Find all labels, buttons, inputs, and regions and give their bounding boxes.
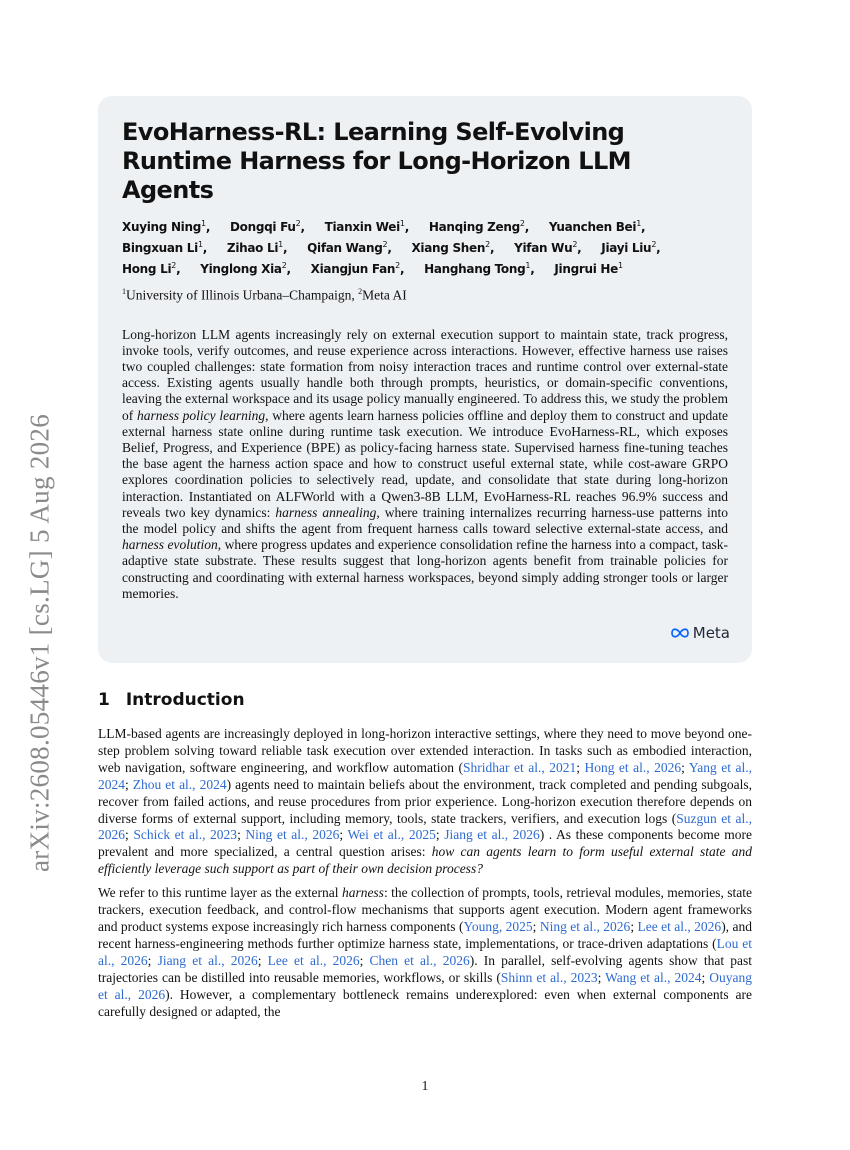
author-affiliation-mark: 1 xyxy=(636,219,641,228)
author-affiliation-mark: 2 xyxy=(281,261,287,270)
body-paragraph xyxy=(98,885,752,1020)
citation-link[interactable]: Schick et al., 2023 xyxy=(133,827,238,843)
text-run: , where training internalizes recurring harness-use patterns into the model policy and shifts the agent from frequent harness calls toward selective external-state access, and xyxy=(122,504,728,536)
citation-link[interactable]: Hong et al., 2026 xyxy=(584,759,682,775)
section-heading xyxy=(98,690,245,710)
text-run: ; xyxy=(339,827,348,843)
author-affiliation-mark: 2 xyxy=(572,240,578,249)
author-affiliation-mark: 1 xyxy=(525,261,531,270)
text-run: ) agents need to maintain beliefs about the environment, track completed and pending subgoals, recover from failed actions, and reuse procedures from prior experience. Long-horizon execution therefore depends on diverse forms of external support, including memory, tools, state trackers, verifiers, and execution logs ( xyxy=(98,776,752,826)
citation-link[interactable]: Chen et al., 2026 xyxy=(369,952,470,968)
citation-link[interactable]: Zhou et al., 2024 xyxy=(132,776,227,792)
arxiv-identifier-text: arXiv:2608.05446v1 [cs.LG] 5 Aug 2026 xyxy=(24,413,55,873)
text-run: ; xyxy=(576,759,585,775)
citation-link[interactable]: Shridhar et al., 2021 xyxy=(463,759,577,775)
author: Xiangjun Fan$^2$, xyxy=(310,261,405,276)
text-run: ). In parallel, self-evolving agents show that past trajectories can be distilled into reusable memories, workflows, or skills ( xyxy=(98,952,752,985)
affiliation-mark: 2 xyxy=(358,287,363,296)
author: Bingxuan Li$^1$, xyxy=(122,240,208,255)
citation-link[interactable]: Lou et al., 2026 xyxy=(98,935,752,968)
citation-link[interactable]: Wang et al., 2024 xyxy=(605,969,702,985)
section-number: 1 xyxy=(98,690,110,710)
author-name: Hong Li xyxy=(122,262,172,276)
text-run: , where progress updates and experience consolidation refine the harness into a compact, task-adaptive state substrate. These results suggest that long-horizon agents benefit from trainable policies for constructing and coordinating with external harness workspaces, beyond simply adding stronger tools or larger memories. xyxy=(122,537,728,601)
author: Dongqi Fu$^2$, xyxy=(229,219,305,234)
author-affiliation-mark: 1 xyxy=(201,219,206,228)
citation-link[interactable]: Shinn et al., 2023 xyxy=(500,969,598,985)
author: Yuanchen Bei$^1$, xyxy=(548,219,646,234)
author-name: Xiang Shen xyxy=(411,241,486,255)
author-affiliation-mark: 2 xyxy=(485,240,490,249)
title-block xyxy=(98,96,752,663)
text-run: ; xyxy=(597,969,606,985)
text-run: ; xyxy=(435,827,445,843)
text-run: ; xyxy=(237,827,246,843)
abstract xyxy=(122,327,728,602)
author-name: Yifan Wu xyxy=(514,241,573,255)
text-run: ) . As these components become more prevalent and more specialized, a central question arises: xyxy=(98,827,753,860)
author-affiliation-mark: 2 xyxy=(395,261,400,270)
author: Qifan Wang$^2$, xyxy=(307,240,392,255)
meta-logo-text: Meta xyxy=(692,624,730,642)
author-affiliation-mark: 2 xyxy=(295,219,301,228)
author-affiliation-mark: 2 xyxy=(651,240,657,249)
text-run: : the collection of prompts, tools, retrieval modules, memories, state trackers, execution feedback, and control-flow mechanisms that supports agent execution. Modern agent frameworks and product systems expose increasingly rich harness components ( xyxy=(98,885,752,934)
meta-logo xyxy=(670,624,730,642)
text-run: ; xyxy=(147,952,158,968)
text-run: how can agents learn to form useful external state and efficiently leverage such support as part of their own decision process? xyxy=(98,844,753,877)
citation-link[interactable]: Ning et al., 2026 xyxy=(539,918,631,934)
citation-link[interactable]: Young, 2025 xyxy=(463,918,533,934)
page-number: 1 xyxy=(421,1078,429,1093)
author-name: Hanqing Zeng xyxy=(428,220,520,234)
citation-link[interactable]: Ouyang et al., 2026 xyxy=(98,969,752,1002)
author-name: Dongqi Fu xyxy=(229,220,296,234)
author-name: Jiayi Liu xyxy=(601,241,652,255)
affiliation-name: University of Illinois Urbana–Champaign xyxy=(126,287,352,303)
author: Hong Li$^2$, xyxy=(122,261,181,276)
author-affiliation-mark: 1 xyxy=(399,219,405,228)
author: Xiang Shen$^2$, xyxy=(411,240,495,255)
text-run: LLM-based agents are increasingly deployed in long-horizon interactive settings, where they need to move beyond one-step problem solving toward reliable task execution over extended interaction. In tasks such as embodied interaction, web navigation, software engineering, and workflow automation ( xyxy=(98,726,752,775)
author-name: Xuying Ning xyxy=(122,220,202,234)
affiliation-name: Meta AI xyxy=(362,287,407,303)
text-run: ; xyxy=(257,952,268,968)
text-run: ). However, a complementary bottleneck remains underexplored: even when external components are carefully designed or adapted, the xyxy=(98,986,752,1019)
author-list xyxy=(122,215,728,278)
citation-link[interactable]: Ning et al., 2026 xyxy=(245,827,340,843)
text-run: ; xyxy=(681,759,689,775)
author-name: Xiangjun Fan xyxy=(310,262,396,276)
body-text xyxy=(98,726,752,1027)
author-name: Jingrui He xyxy=(554,262,619,276)
author: Hanqing Zeng$^2$, xyxy=(428,219,529,234)
author: Yifan Wu$^2$, xyxy=(514,240,582,255)
text-run: ; xyxy=(701,969,710,985)
section-title: Introduction xyxy=(125,690,245,710)
citation-link[interactable]: Wei et al., 2025 xyxy=(347,827,436,843)
author: Xuying Ning$^1$, xyxy=(122,219,211,234)
affiliation-mark: 1 xyxy=(122,287,126,296)
citation-link[interactable]: Jiang et al., 2026 xyxy=(157,952,258,968)
citation-link[interactable]: Jiang et al., 2026 xyxy=(444,827,540,843)
author-name: Yinglong Xia xyxy=(200,262,282,276)
author-name: Yuanchen Bei xyxy=(548,220,637,234)
author-affiliation-mark: 1 xyxy=(197,240,203,249)
text-run: , where agents learn harness policies offline and deploy them to construct and update external harness state online during runtime task execution. We introduce EvoHarness-RL, which exposes Belief, Progress, and Experience (BPE) as policy-facing harness state. Supervised harness fine-tuning teaches the base agent the harness action space and how to construct useful external state, while cost-aware GRPO explores coordination policies to selectively read, update, and consolidate that state during long-horizon interaction. Instantiated on ALFWorld with a Qwen3-8B LLM, EvoHarness-RL reaches 96.9% success and reveals two key dynamics: xyxy=(122,407,728,520)
author-name: Hanghang Tong xyxy=(424,262,526,276)
citation-link[interactable]: Suzgun et al., 2026 xyxy=(98,810,752,843)
paper-title: EvoHarness-RL: Learning Self-Evolving Runtime Harness for Long-Horizon LLM Agents xyxy=(122,118,631,204)
text-run: Long-horizon LLM agents increasingly rely on external execution support to maintain state, track progress, invoke tools, verify outcomes, and reuse experience across interactions. However, effective harness use raises two coupled challenges: state formation from noisy interaction traces and runtime control over external-state access. Existing agents usually handle both through prompts, heuristics, or domain-specific conventions, leaving the external workspace and its usage policy manually engineered. To address this, we study the problem of xyxy=(122,326,728,423)
citation-link[interactable]: Lee et al., 2026 xyxy=(637,918,722,934)
abstract-text xyxy=(122,327,728,602)
author-affiliation-mark: 2 xyxy=(519,219,525,228)
text-run: We refer to this runtime layer as the external xyxy=(98,885,342,901)
author-name: Qifan Wang xyxy=(307,241,383,255)
author-affiliation-mark: 1 xyxy=(618,261,623,270)
author-name: Zihao Li xyxy=(226,241,279,255)
text-run: ; xyxy=(359,952,370,968)
text-run: harness xyxy=(341,885,384,901)
author xyxy=(554,262,622,276)
body-paragraph xyxy=(98,726,752,878)
citation-link[interactable]: Lee et al., 2026 xyxy=(267,952,360,968)
author: Yinglong Xia$^2$, xyxy=(200,261,291,276)
author-affiliation-mark: 2 xyxy=(171,261,177,270)
text-run: ; xyxy=(125,827,134,843)
citation-link[interactable]: Yang et al., 2024 xyxy=(98,759,752,792)
text-run: ; xyxy=(630,918,638,934)
author: Hanghang Tong$^1$, xyxy=(424,261,535,276)
text-run: harness evolution xyxy=(122,537,218,553)
text-run: ; xyxy=(532,918,540,934)
author: Tianxin Wei$^1$, xyxy=(324,219,409,234)
author-name: Tianxin Wei xyxy=(324,220,400,234)
meta-infinity-icon xyxy=(670,627,690,639)
author: Jiayi Liu$^2$, xyxy=(601,240,661,255)
affiliations: $^1$University of Illinois Urbana–Champaign, $^2$Meta AI xyxy=(122,287,407,303)
author: Zihao Li$^1$, xyxy=(226,240,288,255)
text-run: ), and recent harness-engineering methods further optimize harness state, implementations, or trace-driven adaptations ( xyxy=(98,918,752,951)
author-affiliation-mark: 2 xyxy=(382,240,388,249)
author-affiliation-mark: 1 xyxy=(278,240,283,249)
author-name: Bingxuan Li xyxy=(122,241,198,255)
text-run: harness policy learning xyxy=(136,407,266,423)
text-run: ; xyxy=(125,776,133,792)
text-run: harness annealing xyxy=(275,504,377,520)
